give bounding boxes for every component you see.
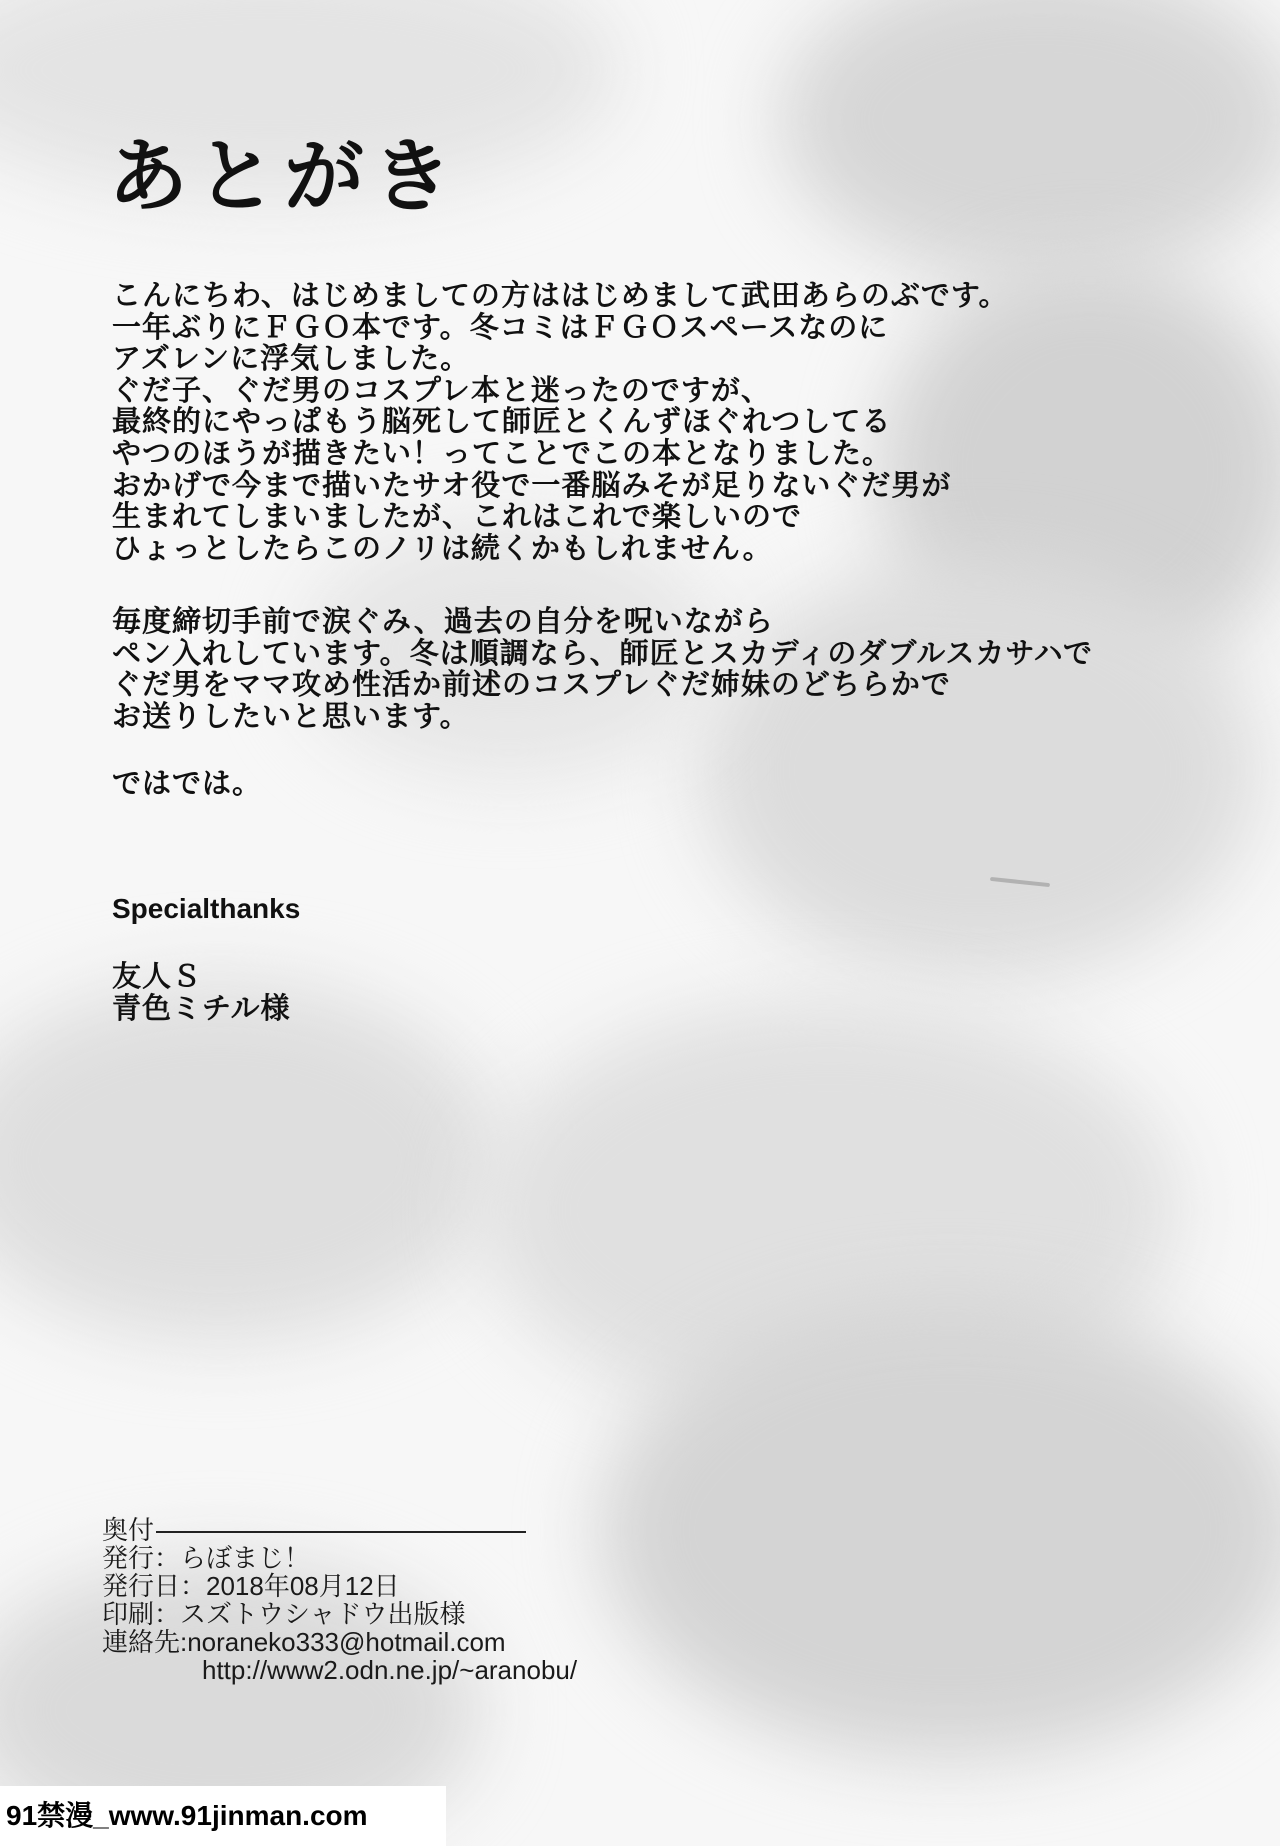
thanks-name: 青色ミチル様 xyxy=(112,991,291,1025)
afterword-paragraph-1 xyxy=(112,280,1009,564)
text-line: ペン入れしています。冬は順調なら、師匠とスカディのダブルスカサハで xyxy=(112,635,1094,670)
text-line: 最終的にやっぱもう脳死して師匠とくんずほぐれつしてる xyxy=(112,404,892,439)
text-line: ではでは。 xyxy=(112,766,263,800)
afterword-paragraph-2 xyxy=(112,606,1093,732)
colophon-publisher: 発行：らぼまじ！ xyxy=(102,1543,311,1573)
text-line: 一年ぶりにＦＧＯ本です。冬コミはＦＧＯスペースなのに xyxy=(112,309,889,344)
page-title: あとがき xyxy=(108,129,460,223)
colophon-header xyxy=(102,1516,577,1544)
text-line: ひょっとしたらこのノリは続くかもしれません。 xyxy=(112,530,773,565)
thanks-name: 友人Ｓ xyxy=(112,959,203,993)
colophon xyxy=(102,1516,577,1684)
text-line: ぐだ男をママ攻め性活か前述のコスプレぐだ姉妹のどちらかで xyxy=(112,667,951,702)
colophon-date: 発行日：2018年08月12日 xyxy=(102,1571,400,1601)
text-line: 生まれてしまいましたが、これはこれで楽しいので xyxy=(112,499,803,534)
text-line: アズレンに浮気しました。 xyxy=(112,341,471,376)
colophon-header-label: 奥付 xyxy=(102,1515,155,1545)
colophon-contact: 連絡先:noraneko333@hotmail.com xyxy=(102,1627,506,1657)
colophon-rule xyxy=(156,1531,526,1533)
colophon-printer: 印刷：スズトウシャドウ出版様 xyxy=(102,1599,466,1629)
site-watermark: 91禁漫_www.91jinman.com xyxy=(0,1786,446,1846)
special-thanks-heading: Specialthanks xyxy=(112,893,301,924)
special-thanks-list xyxy=(112,960,291,1024)
afterword-closing xyxy=(112,768,262,800)
text-line: おかげで今まで描いたサオ役で一番脳みそが足りないぐだ男が xyxy=(112,467,952,502)
text-line: 毎度締切手前で涙ぐみ、過去の自分を呪いながら xyxy=(112,604,774,638)
text-line: やつのほうが描きたい！ってことでこの本となりました。 xyxy=(112,435,893,470)
text-line: お送りしたいと思います。 xyxy=(112,698,470,733)
text-line: ぐだ子、ぐだ男のコスプレ本と迷ったのですが、 xyxy=(112,372,771,407)
colophon-url: http://www2.odn.ne.jp/~aranobu/ xyxy=(202,1655,578,1685)
text-line: こんにちわ、はじめましての方ははじめまして武田あらのぶです。 xyxy=(112,278,1009,312)
